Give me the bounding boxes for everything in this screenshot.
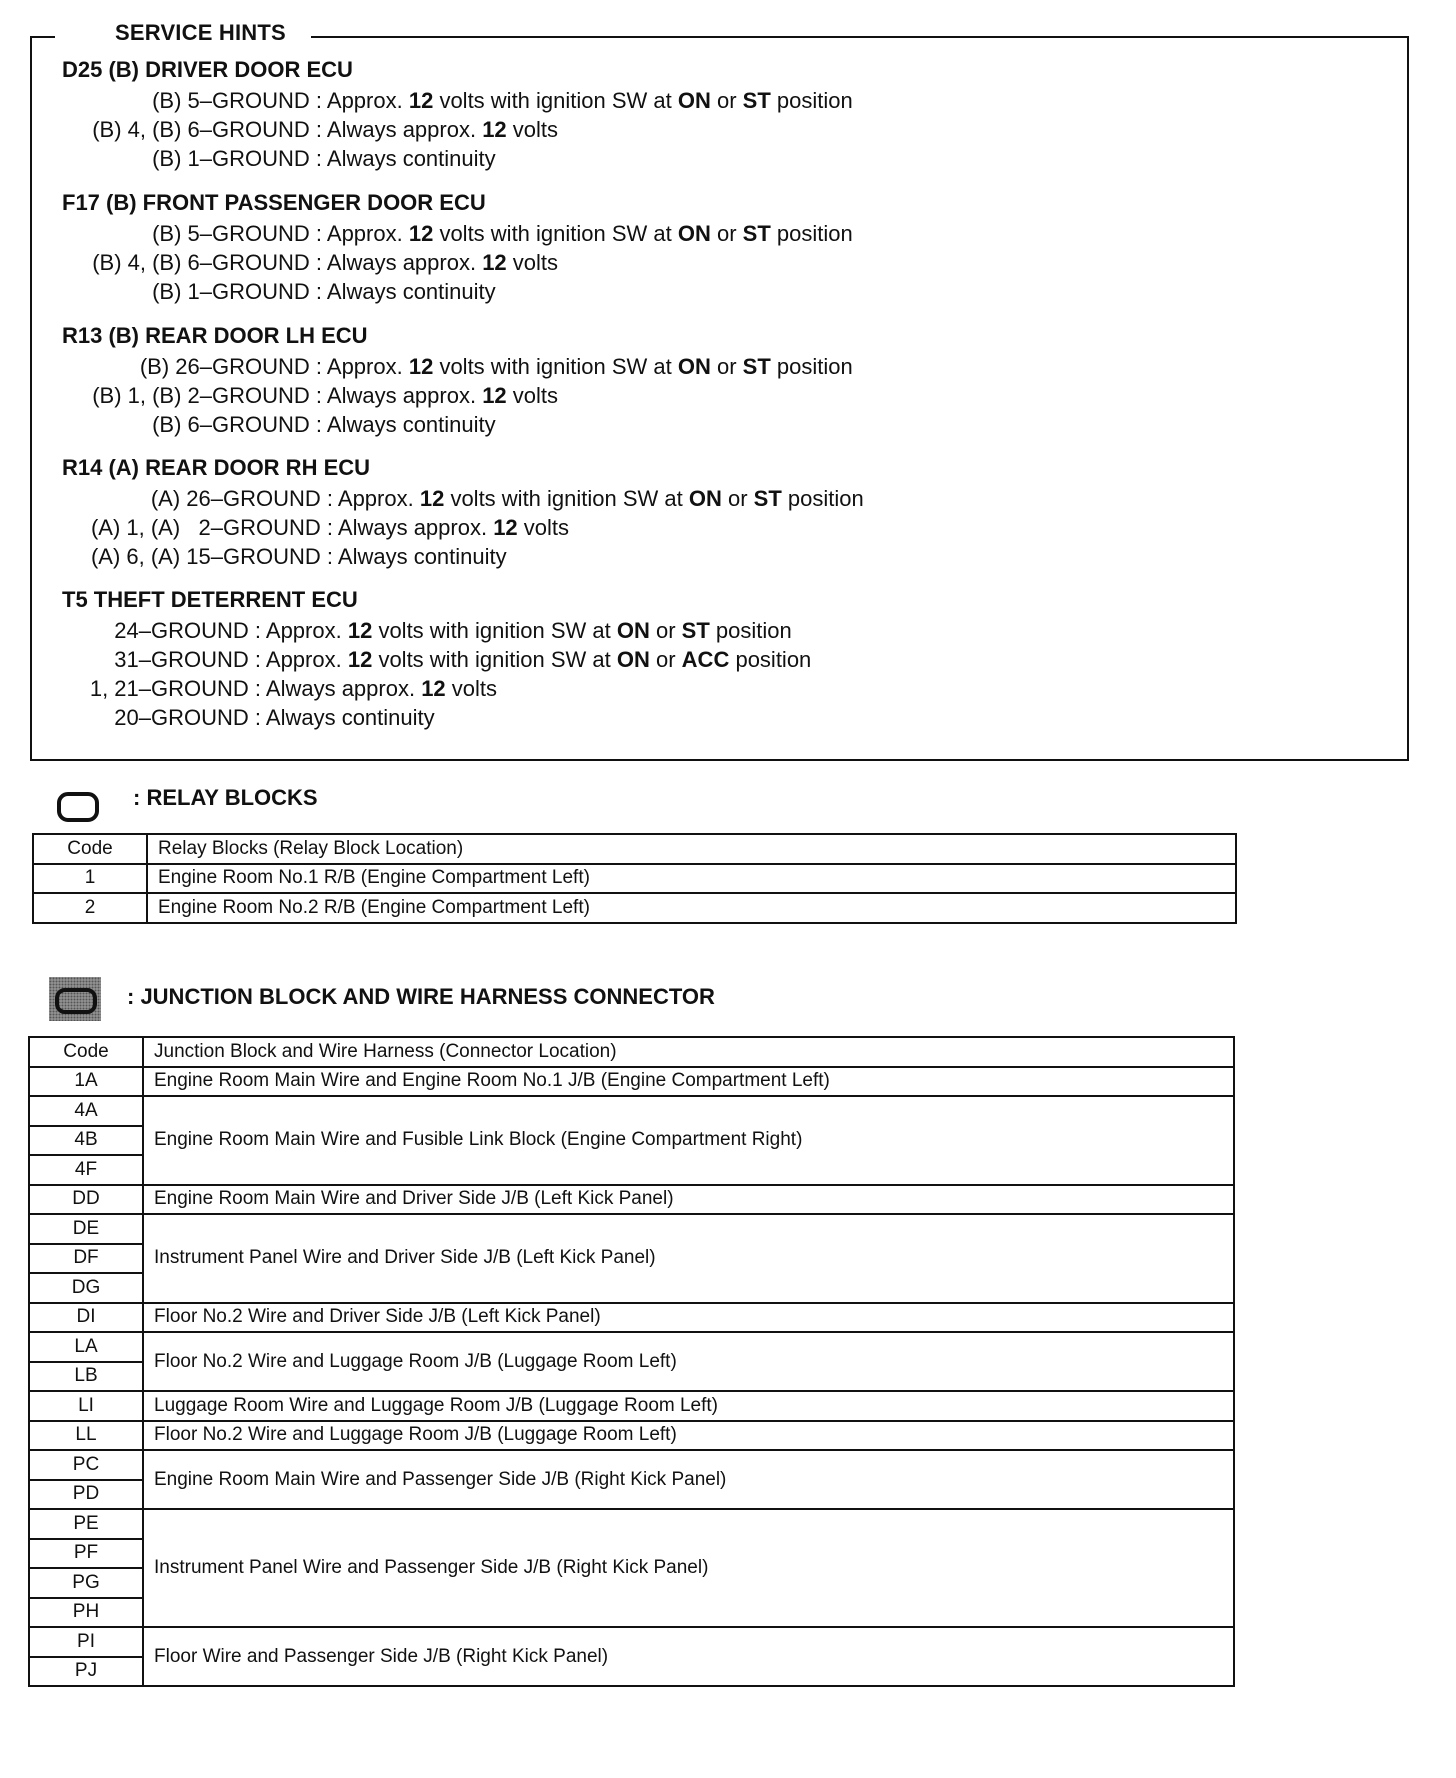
junction-code: DD bbox=[29, 1185, 143, 1215]
hint-line-description bbox=[261, 705, 435, 731]
hint-line-label: (B) 4, (B) 6–GROUND : bbox=[92, 250, 322, 275]
hint-line-description bbox=[261, 647, 811, 673]
table-row bbox=[29, 1214, 1234, 1244]
junction-description: Luggage Room Wire and Luggage Room J/B (Luggage Room Left) bbox=[143, 1391, 1234, 1421]
hint-line-label: 24–GROUND : bbox=[114, 618, 261, 643]
hint-line-description bbox=[322, 383, 558, 409]
junction-code: PD bbox=[29, 1480, 143, 1510]
hint-emphasis: 12 bbox=[482, 250, 507, 275]
junction-code: PG bbox=[29, 1568, 143, 1598]
hint-emphasis: 12 bbox=[493, 515, 518, 540]
hint-text: position bbox=[781, 486, 864, 511]
hint-text: volts bbox=[506, 117, 559, 142]
table-row bbox=[29, 1391, 1234, 1421]
junction-description: Instrument Panel Wire and Passenger Side J/B (Right Kick Panel) bbox=[143, 1509, 1234, 1627]
hint-line-description bbox=[333, 486, 864, 512]
hint-emphasis: ST bbox=[742, 221, 771, 246]
section-header: R14 (A) REAR DOOR RH ECU bbox=[62, 455, 371, 480]
hint-text: volts bbox=[506, 383, 559, 408]
hint-line-description bbox=[261, 618, 792, 644]
hint-emphasis: ON bbox=[677, 354, 711, 379]
hint-emphasis: ON bbox=[677, 221, 711, 246]
junction-code: DF bbox=[29, 1244, 143, 1274]
hint-text: Always approx. bbox=[333, 515, 494, 540]
hint-text: Always approx. bbox=[322, 383, 483, 408]
relay-code: 1 bbox=[33, 864, 147, 894]
relay-description: Engine Room No.2 R/B (Engine Compartment Left) bbox=[147, 893, 1236, 923]
hint-emphasis: ST bbox=[742, 354, 771, 379]
hint-text: Always approx. bbox=[322, 250, 483, 275]
hint-line-label: (A) 26–GROUND : bbox=[150, 486, 333, 511]
table-row bbox=[29, 1332, 1234, 1362]
hint-text: Always continuity bbox=[322, 279, 496, 304]
hint-emphasis: ON bbox=[688, 486, 722, 511]
hint-emphasis: ST bbox=[681, 618, 710, 643]
relay-code: 2 bbox=[33, 893, 147, 923]
hint-text: volts bbox=[517, 515, 570, 540]
service-hints-title: SERVICE HINTS bbox=[55, 20, 311, 46]
junction-code: PJ bbox=[29, 1657, 143, 1687]
junction-code: 4A bbox=[29, 1096, 143, 1126]
junction-code: PI bbox=[29, 1627, 143, 1657]
hint-text: Always approx. bbox=[322, 117, 483, 142]
header-code: Code bbox=[33, 834, 147, 864]
hint-text: volts with ignition SW at bbox=[444, 486, 689, 511]
hint-emphasis: ACC bbox=[681, 647, 730, 672]
hint-line-description bbox=[333, 544, 507, 570]
junction-code: LI bbox=[29, 1391, 143, 1421]
junction-code: PF bbox=[29, 1539, 143, 1569]
hint-line-label: (B) 1, (B) 2–GROUND : bbox=[92, 383, 322, 408]
hint-line-label: (B) 6–GROUND : bbox=[152, 412, 322, 437]
hint-text: position bbox=[709, 618, 792, 643]
hint-text: position bbox=[770, 88, 853, 113]
hint-line-description bbox=[333, 515, 569, 541]
hint-line-label: (B) 1–GROUND : bbox=[152, 279, 322, 304]
hint-line-description bbox=[322, 88, 853, 114]
hint-line-description bbox=[322, 412, 496, 438]
hint-text: Always continuity bbox=[261, 705, 435, 730]
junction-description: Engine Room Main Wire and Fusible Link Block (Engine Compartment Right) bbox=[143, 1096, 1234, 1185]
hint-text: volts bbox=[506, 250, 559, 275]
hint-line-description bbox=[322, 146, 496, 172]
hint-line-label: (B) 5–GROUND : bbox=[152, 221, 322, 246]
hint-line-description bbox=[322, 117, 558, 143]
hint-emphasis: 12 bbox=[482, 383, 507, 408]
junction-code: LL bbox=[29, 1421, 143, 1451]
hint-emphasis: ST bbox=[753, 486, 782, 511]
hint-text: or bbox=[649, 647, 682, 672]
hint-emphasis: ON bbox=[616, 618, 650, 643]
table-row bbox=[33, 893, 1236, 923]
hint-line-label: 31–GROUND : bbox=[114, 647, 261, 672]
hint-text: position bbox=[729, 647, 812, 672]
hint-emphasis: 12 bbox=[482, 117, 507, 142]
header-location: Junction Block and Wire Harness (Connector Location) bbox=[143, 1037, 1234, 1067]
hint-text: volts with ignition SW at bbox=[433, 221, 678, 246]
junction-description: Floor No.2 Wire and Luggage Room J/B (Luggage Room Left) bbox=[143, 1421, 1234, 1451]
table-row bbox=[29, 1303, 1234, 1333]
hint-text: Approx. bbox=[261, 647, 348, 672]
junction-code: PH bbox=[29, 1598, 143, 1628]
table-header-row bbox=[33, 834, 1236, 864]
hint-text: volts with ignition SW at bbox=[433, 88, 678, 113]
hint-emphasis: 12 bbox=[347, 647, 373, 672]
hint-line-label: (B) 4, (B) 6–GROUND : bbox=[92, 117, 322, 142]
hint-emphasis: 12 bbox=[419, 486, 445, 511]
relay-blocks-table bbox=[32, 833, 1237, 924]
hint-text: volts bbox=[445, 676, 498, 701]
section-header: R13 (B) REAR DOOR LH ECU bbox=[62, 323, 368, 348]
hint-text: or bbox=[710, 88, 743, 113]
hint-line-label: (B) 1–GROUND : bbox=[152, 146, 322, 171]
table-row bbox=[29, 1185, 1234, 1215]
junction-description: Engine Room Main Wire and Driver Side J/B (Left Kick Panel) bbox=[143, 1185, 1234, 1215]
hint-text: volts with ignition SW at bbox=[433, 354, 678, 379]
hint-emphasis: 12 bbox=[408, 221, 434, 246]
hint-emphasis: 12 bbox=[408, 88, 434, 113]
junction-code: DG bbox=[29, 1273, 143, 1303]
hint-line-description bbox=[322, 354, 853, 380]
hint-text: or bbox=[721, 486, 754, 511]
hint-line-description bbox=[322, 279, 496, 305]
hint-text: position bbox=[770, 354, 853, 379]
junction-code: LB bbox=[29, 1362, 143, 1392]
hint-line-label: 1, 21–GROUND : bbox=[89, 676, 261, 701]
hint-text: or bbox=[710, 354, 743, 379]
section-header: T5 THEFT DETERRENT ECU bbox=[62, 587, 358, 612]
junction-description: Engine Room Main Wire and Passenger Side J/B (Right Kick Panel) bbox=[143, 1450, 1234, 1509]
header-location: Relay Blocks (Relay Block Location) bbox=[147, 834, 1236, 864]
hint-line-label: (B) 26–GROUND : bbox=[139, 354, 322, 379]
hint-line-description bbox=[322, 221, 853, 247]
hint-line-description bbox=[261, 676, 497, 702]
hint-text: Always continuity bbox=[322, 146, 496, 171]
hint-text: volts with ignition SW at bbox=[372, 647, 617, 672]
hint-text: or bbox=[649, 618, 682, 643]
relay-description: Engine Room No.1 R/B (Engine Compartment Left) bbox=[147, 864, 1236, 894]
table-row bbox=[29, 1509, 1234, 1539]
junction-description: Floor Wire and Passenger Side J/B (Right Kick Panel) bbox=[143, 1627, 1234, 1686]
hint-line-label: (A) 6, (A) 15–GROUND : bbox=[90, 544, 333, 569]
hint-text: Always continuity bbox=[333, 544, 507, 569]
junction-code: DI bbox=[29, 1303, 143, 1333]
hint-text: Approx. bbox=[322, 354, 409, 379]
section-header: D25 (B) DRIVER DOOR ECU bbox=[62, 57, 353, 82]
hint-text: position bbox=[770, 221, 853, 246]
hint-line-description bbox=[322, 250, 558, 276]
hint-text: Always approx. bbox=[261, 676, 422, 701]
junction-block-icon bbox=[55, 988, 97, 1014]
hint-text: volts with ignition SW at bbox=[372, 618, 617, 643]
hint-line-label: (B) 5–GROUND : bbox=[152, 88, 322, 113]
hint-text: Approx. bbox=[322, 88, 409, 113]
hint-emphasis: 12 bbox=[347, 618, 373, 643]
junction-code: LA bbox=[29, 1332, 143, 1362]
hint-emphasis: 12 bbox=[421, 676, 446, 701]
junction-description: Floor No.2 Wire and Driver Side J/B (Left Kick Panel) bbox=[143, 1303, 1234, 1333]
hint-emphasis: ON bbox=[677, 88, 711, 113]
hint-text: Always continuity bbox=[322, 412, 496, 437]
table-row bbox=[29, 1421, 1234, 1451]
hint-emphasis: ON bbox=[616, 647, 650, 672]
table-row bbox=[29, 1067, 1234, 1097]
hint-emphasis: ST bbox=[742, 88, 771, 113]
junction-code: DE bbox=[29, 1214, 143, 1244]
junction-code: PE bbox=[29, 1509, 143, 1539]
relay-blocks-caption: : RELAY BLOCKS bbox=[133, 785, 318, 810]
table-row bbox=[29, 1096, 1234, 1126]
junction-blocks-caption: : JUNCTION BLOCK AND WIRE HARNESS CONNECTOR bbox=[127, 984, 715, 1009]
section-header: F17 (B) FRONT PASSENGER DOOR ECU bbox=[62, 190, 486, 215]
hint-text: Approx. bbox=[333, 486, 420, 511]
junction-code: 4B bbox=[29, 1126, 143, 1156]
junction-description: Floor No.2 Wire and Luggage Room J/B (Luggage Room Left) bbox=[143, 1332, 1234, 1391]
junction-code: 4F bbox=[29, 1155, 143, 1185]
junction-code: 1A bbox=[29, 1067, 143, 1097]
junction-description: Instrument Panel Wire and Driver Side J/B (Left Kick Panel) bbox=[143, 1214, 1234, 1303]
table-row bbox=[29, 1627, 1234, 1657]
relay-block-icon bbox=[57, 792, 99, 822]
table-header-row bbox=[29, 1037, 1234, 1067]
hint-line-label: (A) 1, (A) 2–GROUND : bbox=[90, 515, 333, 540]
hint-emphasis: 12 bbox=[408, 354, 434, 379]
hint-text: Approx. bbox=[261, 618, 348, 643]
hint-text: Approx. bbox=[322, 221, 409, 246]
table-row bbox=[29, 1450, 1234, 1480]
hint-line-label: 20–GROUND : bbox=[114, 705, 261, 730]
junction-description: Engine Room Main Wire and Engine Room No.1 J/B (Engine Compartment Left) bbox=[143, 1067, 1234, 1097]
junction-blocks-table bbox=[28, 1036, 1235, 1687]
hint-text: or bbox=[710, 221, 743, 246]
table-row bbox=[33, 864, 1236, 894]
header-code: Code bbox=[29, 1037, 143, 1067]
junction-code: PC bbox=[29, 1450, 143, 1480]
